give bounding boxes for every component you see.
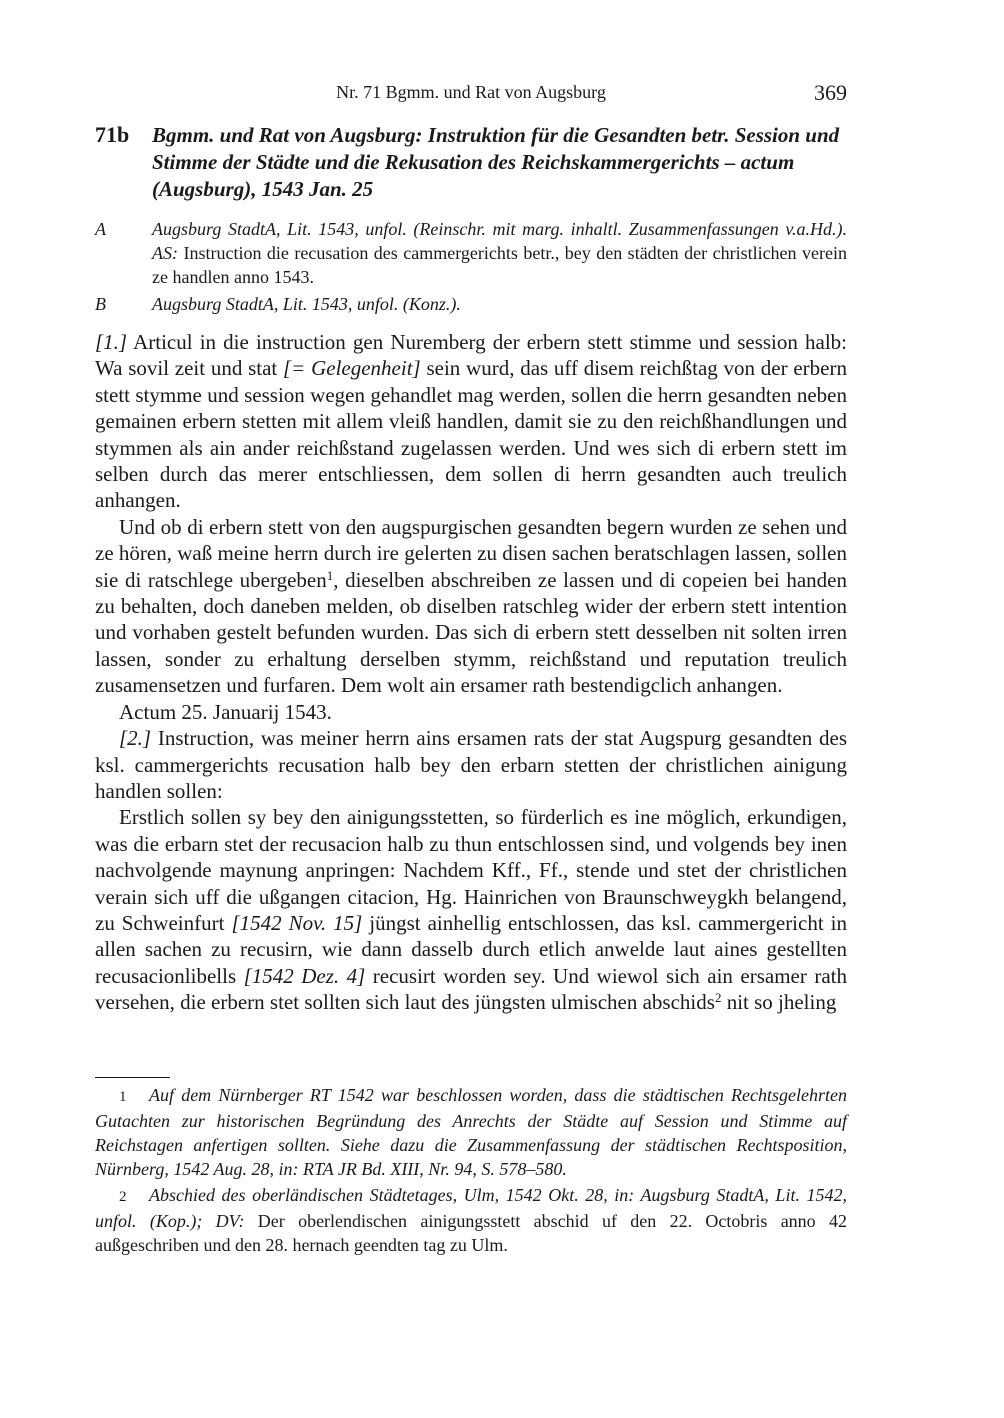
source-siglum: B	[95, 294, 106, 314]
source-description	[152, 217, 847, 289]
footnote-mark: 2	[119, 1189, 127, 1205]
paragraph-text: nit so jheling	[721, 990, 837, 1015]
paragraph-3	[95, 725, 847, 804]
paragraph-2	[95, 514, 847, 699]
footnote-separator	[95, 1077, 170, 1078]
footnote-mark: 1	[119, 1089, 127, 1105]
source-list	[95, 217, 847, 319]
paragraph-text: jüngst ainhellig entschlossen, das ksl. cammergericht in allen sachen zu recusirn, wie dann dasselb durch etlich anwelde laut aines gestellten recusacionlibells	[95, 910, 847, 988]
paragraph-text: Instruction, was meiner herrn ains ersamen rats der stat Augspurg gesandten des ksl. cammergerichts recusation halb bey den erbarn stetten der christlichen ainigung handlen sollen:	[95, 726, 847, 803]
footnote-2	[95, 1183, 847, 1257]
footnote-text: Auf dem Nürnberger RT 1542 war beschlossen worden, dass die städtischen Rechtsgelehrten Gutachten zur historischen Begründung des Anrechts der Städte auf Session und Stimme auf Reichstagen anfertigen sollten. Siehe dazu die Zusammenfassung der städtischen Rechtsposition, Nürnberg, 1542 Aug. 28, in: RTA JR Bd. XIII, Nr. 94, S. 578–580.	[95, 1085, 847, 1179]
paragraph-text: recusirt worden sey. Und wiewol sich ain ersamer rath versehen, die erbern stet sollten sich laut des jüngsten ulmischen abschids	[95, 963, 847, 1015]
document-heading	[95, 122, 847, 203]
editorial-date: [1542 Nov. 15]	[231, 910, 363, 935]
paragraph-text: Articul in die instruction gen Nuremberg der erbern stett stimme und session halb: Wa sovil zeit und stat	[95, 330, 847, 381]
source-archive-reference: Augsburg StadtA, Lit. 1543, unfol. (Konz.).	[152, 294, 461, 314]
page-number: 369	[814, 80, 847, 105]
footnote-1	[95, 1083, 847, 1181]
footnote-text: Abschied des oberländischen Städtetages, Ulm, 1542 Okt. 28, in: Augsburg StadtA, Lit. 1542, unfol. (Kop.); DV:	[95, 1185, 847, 1231]
document-number: 71b	[95, 122, 130, 147]
running-head	[95, 80, 847, 110]
paragraph-text: Und ob di erbern stett von den augspurgischen gesandten begern wurden ze sehen und ze hören, waß meine herrn durch ire gelerten zu disen sachen beratschlagen lassen, sollen sie di ratschlege ubergeben	[95, 514, 847, 592]
editorial-gloss: [= Gelegenheit]	[283, 356, 421, 381]
section-marker: [2.]	[119, 726, 152, 751]
source-siglum: A	[95, 219, 106, 239]
section-marker: [1.]	[95, 330, 128, 354]
paragraph-1	[95, 329, 847, 514]
footnote-quote: Der oberlendischen ainigungsstett abschid uf den 22. Octobris anno 42 außgeschriben und den 28. hernach geendten tag zu Ulm.	[95, 1211, 847, 1255]
source-archive-reference: Augsburg StadtA, Lit. 1543, unfol. (Reinschr. mit marg. inhaltl. Zusammenfassungen v.a.Hd.). AS:	[152, 219, 847, 263]
paragraph-text: sein wurd, das uff disem reichßtag von der erbern stett stymme und session wegen gehandlet mag werden, sollen die herrn gesandten neben gemainen erbern stetten mit allem vleiß handlen, damit sie zu den reichßhandlungen und stymmen als ain ander reichßstand zugelassen werden. Und wes sich di erbern stett im selben durch das merer entschliessen, dem sollen di herrn gesandten auch treulich anhangen.	[95, 356, 847, 513]
editorial-date: [1542 Dez. 4]	[243, 963, 366, 988]
source-entry	[95, 217, 847, 289]
main-text	[95, 329, 847, 1016]
paragraph-4	[95, 804, 847, 1015]
source-description	[152, 292, 847, 316]
source-entry	[95, 292, 847, 316]
footnote-list	[95, 1083, 847, 1259]
footnote-reference[interactable]: 2	[714, 990, 722, 1006]
running-title: Nr. 71 Bgmm. und Rat von Augsburg	[336, 82, 606, 102]
document-title: Bgmm. und Rat von Augsburg: Instruktion für die Gesandten betr. Session und Stimme der Städte und die Rekusation des Reichskammergerichts – actum (Augsburg), 1543 Jan. 25	[152, 123, 840, 201]
source-quoted-title: Instruction die recusation des cammergerichts betr., bey den städten der christlichen verein ze handlen anno 1543.	[152, 243, 847, 287]
paragraph-text: Erstlich sollen sy bey den ainigungsstetten, so fürderlich es ine möglich, erkundigen, was die erbarn stet der recusacion halb zu thun entschlossen sind, und volgends bey inen nachvolgende maynung anpringen: Nachdem Kff., Ff., stende und stet der christlichen verain sich uff die ußgangen citacion, Hg. Hainrichen von Braunschweygkh belangend, zu Schweinfurt	[95, 805, 847, 935]
footnote-reference[interactable]: 1	[326, 567, 334, 583]
paragraph-text: , dieselben abschreiben ze lassen und di copeien bei handen zu behalten, doch daneben melden, ob diselben ratschleg wider der erbern stett intention und vorhaben gestelt befunden wurden. Das sich di erbern stett desselben nit solten irren lassen, sonder zu erhaltung derselben stymm, reichßstand und reputation treulich zusamensetzen und furfaren. Dem wolt ain ersamer rath bestendigclich anhangen.	[95, 567, 848, 698]
paragraph-date: Actum 25. Januarij 1543.	[119, 699, 332, 724]
